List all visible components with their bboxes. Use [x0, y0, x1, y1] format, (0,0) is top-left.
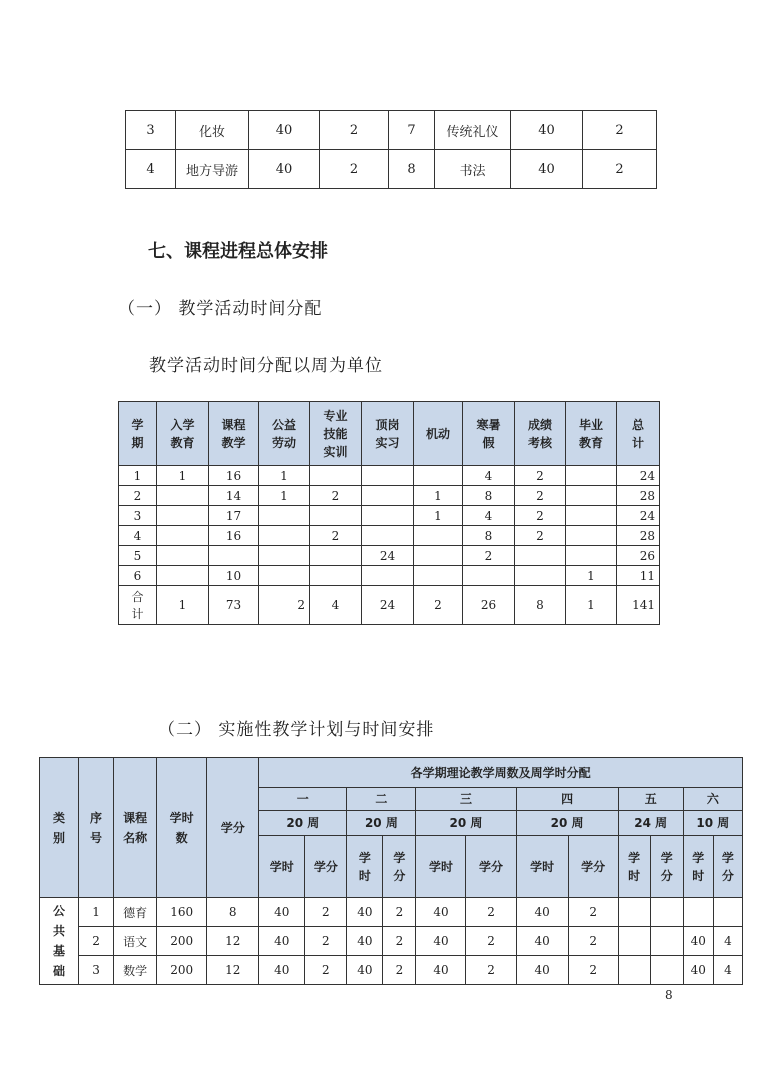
table-cell: 160: [157, 898, 207, 927]
table-cell: 2: [568, 927, 618, 956]
table-cell: 6: [119, 566, 157, 586]
column-header: 毕业 教育: [566, 402, 617, 466]
table-cell: 2: [583, 111, 657, 150]
table-row: [40, 927, 743, 956]
header-course-name: 课程 名称: [114, 758, 157, 898]
table-cell: 2: [515, 506, 566, 526]
table-cell: 2: [305, 927, 347, 956]
column-header: 专业 技能 实训: [310, 402, 362, 466]
sub-header-credit: 学 分: [650, 836, 683, 898]
table-cell: 8: [463, 486, 515, 506]
teaching-weeks-table: [118, 401, 660, 625]
table-cell: [463, 566, 515, 586]
table-cell: 2: [79, 927, 114, 956]
table-cell: 4: [463, 506, 515, 526]
sub-header-credit: 学分: [568, 836, 618, 898]
table-cell: 40: [511, 111, 583, 150]
table-cell: 40: [259, 898, 305, 927]
table-row: [126, 150, 657, 189]
table-cell: 3: [119, 506, 157, 526]
table-cell: 7: [389, 111, 435, 150]
subsection-heading-1: （一） 教学活动时间分配: [118, 299, 323, 319]
table-cell: 2: [515, 526, 566, 546]
table-cell: 合 计: [119, 586, 157, 625]
table-cell: 地方导游: [176, 150, 249, 189]
sub-header-hours: 学时: [259, 836, 305, 898]
table-cell: 40: [259, 927, 305, 956]
table-row: [119, 566, 660, 586]
table-row: [119, 466, 660, 486]
table-row: [119, 526, 660, 546]
table-row: [40, 898, 743, 927]
table-cell: 1: [157, 466, 209, 486]
table-cell: 200: [157, 927, 207, 956]
table-cell: [310, 506, 362, 526]
table-cell: [157, 486, 209, 506]
table-cell: 书法: [435, 150, 511, 189]
table-cell: [650, 927, 683, 956]
table-cell: 28: [617, 486, 660, 506]
table-cell: [414, 526, 463, 546]
table-cell: 11: [617, 566, 660, 586]
table-cell: 40: [416, 898, 466, 927]
section-heading-7: 七、课程进程总体安排: [148, 241, 328, 262]
table-row: [126, 111, 657, 150]
table-cell: 1: [157, 586, 209, 625]
table-cell: 24: [362, 586, 414, 625]
column-header: 顶岗 实习: [362, 402, 414, 466]
table-cell: [310, 546, 362, 566]
table-cell: 40: [416, 927, 466, 956]
table-cell: 4: [463, 466, 515, 486]
term-weeks: 20 周: [259, 811, 347, 836]
header-credit: 学分: [207, 758, 259, 898]
table-cell: [566, 546, 617, 566]
table-cell: 40: [516, 927, 568, 956]
table-cell: 2: [515, 466, 566, 486]
table-cell: [209, 546, 259, 566]
table-cell: 2: [463, 546, 515, 566]
term-header: 四: [516, 788, 618, 811]
table-cell: 5: [119, 546, 157, 566]
table-cell: 40: [259, 956, 305, 985]
subsection-heading-2: （二） 实施性教学计划与时间安排: [158, 720, 435, 740]
table-cell: 8: [463, 526, 515, 546]
term-weeks: 20 周: [416, 811, 516, 836]
table-cell: 16: [209, 466, 259, 486]
table-cell: 26: [617, 546, 660, 566]
table-cell: 2: [466, 956, 516, 985]
table-cell: [157, 546, 209, 566]
table-cell: 14: [209, 486, 259, 506]
teaching-plan-table: [39, 757, 743, 985]
table-cell: 1: [414, 486, 463, 506]
term-weeks: 20 周: [516, 811, 618, 836]
table-cell: 2: [320, 111, 389, 150]
total-row: [119, 586, 660, 625]
table-cell: 200: [157, 956, 207, 985]
table-cell: [362, 466, 414, 486]
table-cell: 德育: [114, 898, 157, 927]
table-cell: 40: [511, 150, 583, 189]
table-cell: [618, 898, 650, 927]
table-cell: [259, 526, 310, 546]
table-cell: 4: [310, 586, 362, 625]
table-cell: [414, 466, 463, 486]
table-cell: 40: [683, 927, 713, 956]
table-cell: 4: [713, 927, 742, 956]
table-cell: 12: [207, 956, 259, 985]
table-cell: 1: [414, 506, 463, 526]
unit-note: 教学活动时间分配以周为单位: [149, 356, 383, 376]
table-cell: 40: [347, 956, 383, 985]
table-cell: [157, 566, 209, 586]
table-cell: 2: [466, 898, 516, 927]
term-weeks: 10 周: [683, 811, 742, 836]
table-cell: 2: [568, 898, 618, 927]
column-header: 总 计: [617, 402, 660, 466]
table-cell: [650, 898, 683, 927]
table-cell: 1: [259, 466, 310, 486]
table-cell: [259, 506, 310, 526]
elective-courses-table: [125, 110, 657, 189]
table-cell: 40: [516, 898, 568, 927]
column-header: 入学 教育: [157, 402, 209, 466]
table-row: [119, 506, 660, 526]
table-cell: 40: [416, 956, 466, 985]
table-cell: 8: [389, 150, 435, 189]
term-header: 五: [618, 788, 683, 811]
table-cell: 2: [583, 150, 657, 189]
header-seq: 序 号: [79, 758, 114, 898]
table-cell: [618, 927, 650, 956]
table-cell: 40: [347, 927, 383, 956]
table-cell: 24: [617, 466, 660, 486]
sub-header-hours: 学时: [416, 836, 466, 898]
column-header: 课程 教学: [209, 402, 259, 466]
table-cell: 语文: [114, 927, 157, 956]
sub-header-credit: 学 分: [713, 836, 742, 898]
table-cell: 16: [209, 526, 259, 546]
table-cell: 2: [466, 927, 516, 956]
table-cell: 4: [119, 526, 157, 546]
table-cell: 2: [414, 586, 463, 625]
table-cell: 2: [310, 486, 362, 506]
table-cell: 2: [305, 898, 347, 927]
category-cell: 公 共 基 础: [40, 898, 79, 985]
table-cell: 1: [566, 586, 617, 625]
table-cell: 2: [383, 956, 416, 985]
table-cell: 1: [79, 898, 114, 927]
table-cell: [713, 898, 742, 927]
sub-header-credit: 学 分: [383, 836, 416, 898]
table-cell: 26: [463, 586, 515, 625]
table-cell: [362, 526, 414, 546]
table-cell: [618, 956, 650, 985]
table-cell: 141: [617, 586, 660, 625]
table-row: [40, 956, 743, 985]
table-cell: 3: [126, 111, 176, 150]
table-cell: [157, 526, 209, 546]
sub-header-hours: 学 时: [347, 836, 383, 898]
table-cell: 40: [249, 150, 320, 189]
term-weeks: 20 周: [347, 811, 416, 836]
column-header: 寒暑 假: [463, 402, 515, 466]
table-cell: 12: [207, 927, 259, 956]
column-header: 成绩 考核: [515, 402, 566, 466]
term-header: 二: [347, 788, 416, 811]
table-cell: 8: [207, 898, 259, 927]
table-cell: 40: [249, 111, 320, 150]
table-cell: [157, 506, 209, 526]
table-cell: 10: [209, 566, 259, 586]
table-cell: [362, 506, 414, 526]
table-cell: 2: [320, 150, 389, 189]
sub-header-hours: 学时: [516, 836, 568, 898]
term-header: 三: [416, 788, 516, 811]
table-cell: 1: [259, 486, 310, 506]
table-cell: [414, 566, 463, 586]
table-cell: 40: [683, 956, 713, 985]
table-cell: 2: [383, 927, 416, 956]
sub-header-hours: 学 时: [683, 836, 713, 898]
table-cell: 1: [566, 566, 617, 586]
table-cell: [515, 566, 566, 586]
table-cell: 2: [310, 526, 362, 546]
table-cell: [259, 566, 310, 586]
table-cell: 化妆: [176, 111, 249, 150]
table-cell: 2: [383, 898, 416, 927]
table-cell: 17: [209, 506, 259, 526]
column-header: 机动: [414, 402, 463, 466]
table-cell: 24: [617, 506, 660, 526]
table-cell: [566, 486, 617, 506]
table-cell: 40: [347, 898, 383, 927]
table-cell: [362, 486, 414, 506]
page-number: 8: [665, 988, 673, 1002]
header-distribution: 各学期理论教学周数及周学时分配: [259, 758, 743, 788]
table-row: [119, 486, 660, 506]
sub-header-hours: 学 时: [618, 836, 650, 898]
table-cell: 2: [305, 956, 347, 985]
table-cell: 2: [259, 586, 310, 625]
table-cell: 28: [617, 526, 660, 546]
header-category: 类 别: [40, 758, 79, 898]
table-cell: 2: [515, 486, 566, 506]
table-cell: 1: [119, 466, 157, 486]
table-cell: 4: [713, 956, 742, 985]
table-cell: [566, 526, 617, 546]
term-header: 一: [259, 788, 347, 811]
table-cell: 传统礼仪: [435, 111, 511, 150]
table-cell: [683, 898, 713, 927]
table-cell: [310, 566, 362, 586]
term-header: 六: [683, 788, 742, 811]
table-cell: [362, 566, 414, 586]
table-cell: 2: [568, 956, 618, 985]
table-cell: 73: [209, 586, 259, 625]
sub-header-credit: 学分: [466, 836, 516, 898]
table-cell: [310, 466, 362, 486]
table-cell: 24: [362, 546, 414, 566]
column-header: 学 期: [119, 402, 157, 466]
table-row: [119, 546, 660, 566]
table-cell: [414, 546, 463, 566]
table-cell: 4: [126, 150, 176, 189]
sub-header-credit: 学分: [305, 836, 347, 898]
table-cell: [259, 546, 310, 566]
table-cell: 2: [119, 486, 157, 506]
table-cell: 8: [515, 586, 566, 625]
table-cell: [566, 466, 617, 486]
table-cell: [650, 956, 683, 985]
column-header: 公益 劳动: [259, 402, 310, 466]
table-cell: [515, 546, 566, 566]
table-cell: 40: [516, 956, 568, 985]
table-cell: 3: [79, 956, 114, 985]
table-cell: 数学: [114, 956, 157, 985]
header-hours: 学时 数: [157, 758, 207, 898]
term-weeks: 24 周: [618, 811, 683, 836]
table-cell: [566, 506, 617, 526]
